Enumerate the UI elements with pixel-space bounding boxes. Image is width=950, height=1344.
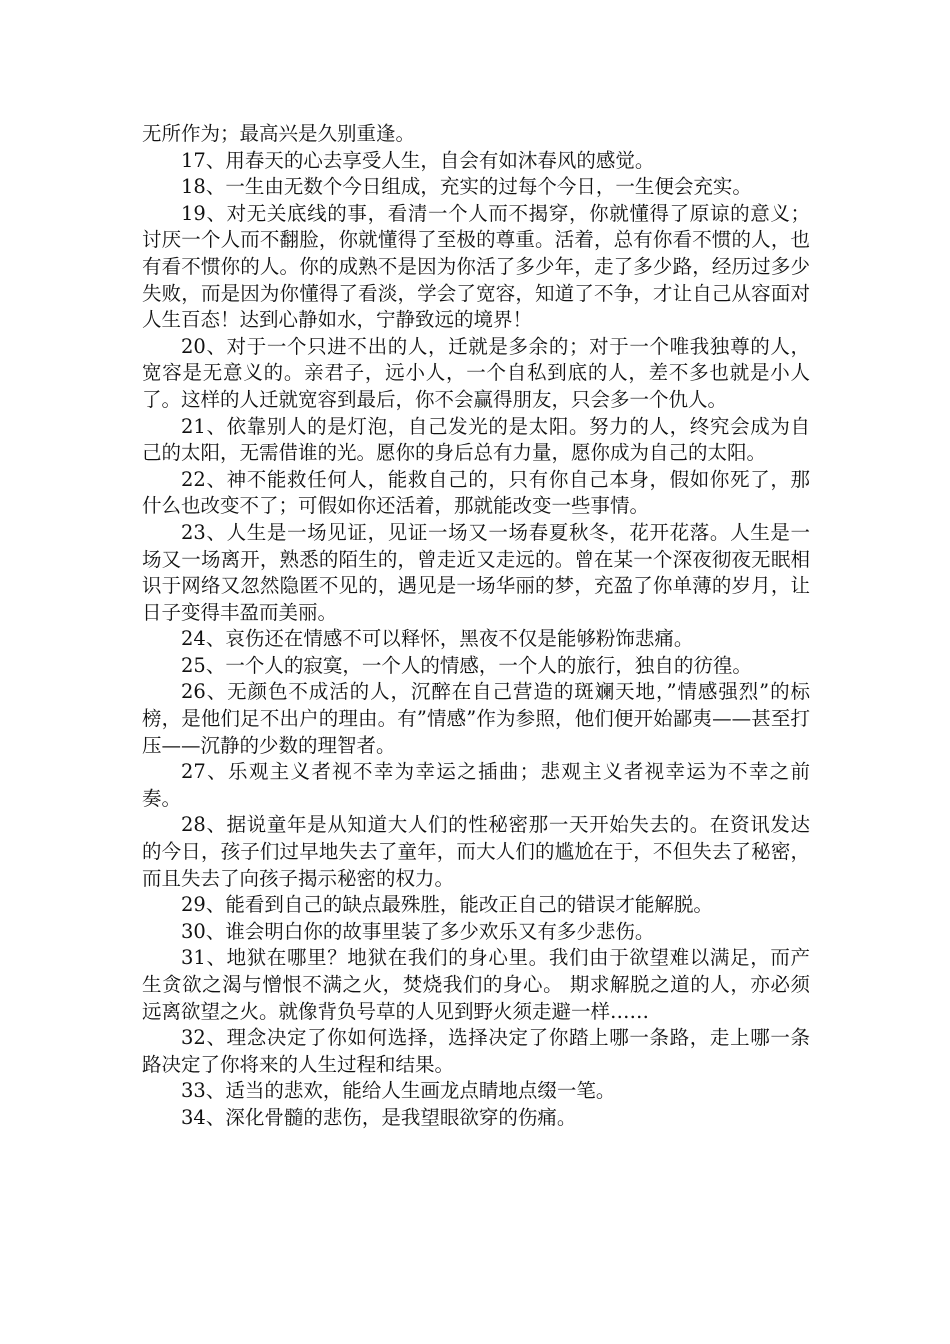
- document-body: [142, 121, 810, 1132]
- paragraph-20: 20、对于一个只进不出的人，迁就是多余的；对于一个唯我独尊的人，宽容是无意义的。亲君子，远小人，一个自私到底的人，差不多也就是小人了。这样的人迁就宽容到最后，你不会赢得朋友，只会多一个仇人。: [142, 334, 810, 411]
- paragraph-28: 28、据说童年是从知道大人们的性秘密那一天开始失去的。在资讯发达的今日，孩子们过早地失去了童年，而大人们的尴尬在于，不但失去了秘密，而且失去了向孩子揭示秘密的权力。: [142, 813, 810, 890]
- paragraph-26: 26、无颜色不成活的人，沉醉在自己营造的斑斓天地，”情感强烈”的标榜，是他们足不出户的理由。有”情感”作为参照，他们便开始鄙夷——甚至打压——沉静的少数的理智者。: [142, 680, 810, 757]
- paragraph-19: 19、对无关底线的事，看清一个人而不揭穿，你就懂得了原谅的意义；讨厌一个人而不翻脸，你就懂得了至极的尊重。活着，总有你看不惯的人，也有看不惯你的人。你的成熟不是因为你活了多少年，走了多少路，经历过多少失败，而是因为你懂得了看淡，学会了宽容，知道了不争，才让自己从容面对人生百态！达到心静如水，宁静致远的境界！: [142, 201, 810, 332]
- paragraph-24: 24、哀伤还在情感不可以释怀，黑夜不仅是能够粉饰悲痛。: [181, 627, 694, 651]
- paragraph-22: 22、神不能救任何人，能救自己的，只有你自己本身，假如你死了，那什么也改变不了；可假如你还活着，那就能改变一些事情。: [142, 467, 810, 518]
- paragraph-34: 34、深化骨髓的悲伤，是我望眼欲穿的伤痛。: [181, 1105, 577, 1129]
- paragraph-continuation: 无所作为；最高兴是久别重逢。: [142, 122, 416, 145]
- paragraph-33: 33、适当的悲欢，能给人生画龙点睛地点缀一笔。: [181, 1079, 616, 1103]
- paragraph-17: 17、用春天的心去享受人生，自会有如沐春风的感觉。: [181, 148, 655, 172]
- paragraph-25: 25、一个人的寂寞，一个人的情感，一个人的旅行，独自的彷徨。: [181, 653, 752, 677]
- paragraph-21: 21、依靠别人的是灯泡，自己发光的是太阳。努力的人，终究会成为自己的太阳，无需借谁的光。愿你的身后总有力量，愿你成为自己的太阳。: [142, 414, 810, 465]
- paragraph-32: 32、理念决定了你如何选择，选择决定了你踏上哪一条路，走上哪一条路决定了你将来的人生过程和结果。: [142, 1026, 810, 1076]
- paragraph-23: 23、人生是一场见证，见证一场又一场春夏秋冬，花开花落。人生是一场又一场离开，熟悉的陌生的，曾走近又走远的。曾在某一个深夜彻夜无眠相识于网络又忽然隐匿不见的，遇见是一场华丽的梦，充盈了你单薄的岁月，让日子变得丰盈而美丽。: [142, 520, 810, 624]
- paragraph-31: 31、地狱在哪里？地狱在我们的身心里。我们由于欲望难以满足，而产生贪欲之渴与憎恨不满之火，焚烧我们的身心。 期求解脱之道的人，亦必须远离欲望之火。就像背负号草的人见到野火须走避一样……: [142, 946, 810, 1023]
- paragraph-18: 18、一生由无数个今日组成，充实的过每个今日，一生便会充实。: [181, 175, 752, 199]
- paragraph-30: 30、谁会明白你的故事里装了多少欢乐又有多少悲伤。: [181, 919, 655, 943]
- paragraph-27: 27、乐观主义者视不幸为幸运之插曲；悲观主义者视幸运为不幸之前奏。: [142, 760, 810, 810]
- paragraph-29: 29、能看到自己的缺点最殊胜，能改正自己的错误才能解脱。: [181, 893, 713, 917]
